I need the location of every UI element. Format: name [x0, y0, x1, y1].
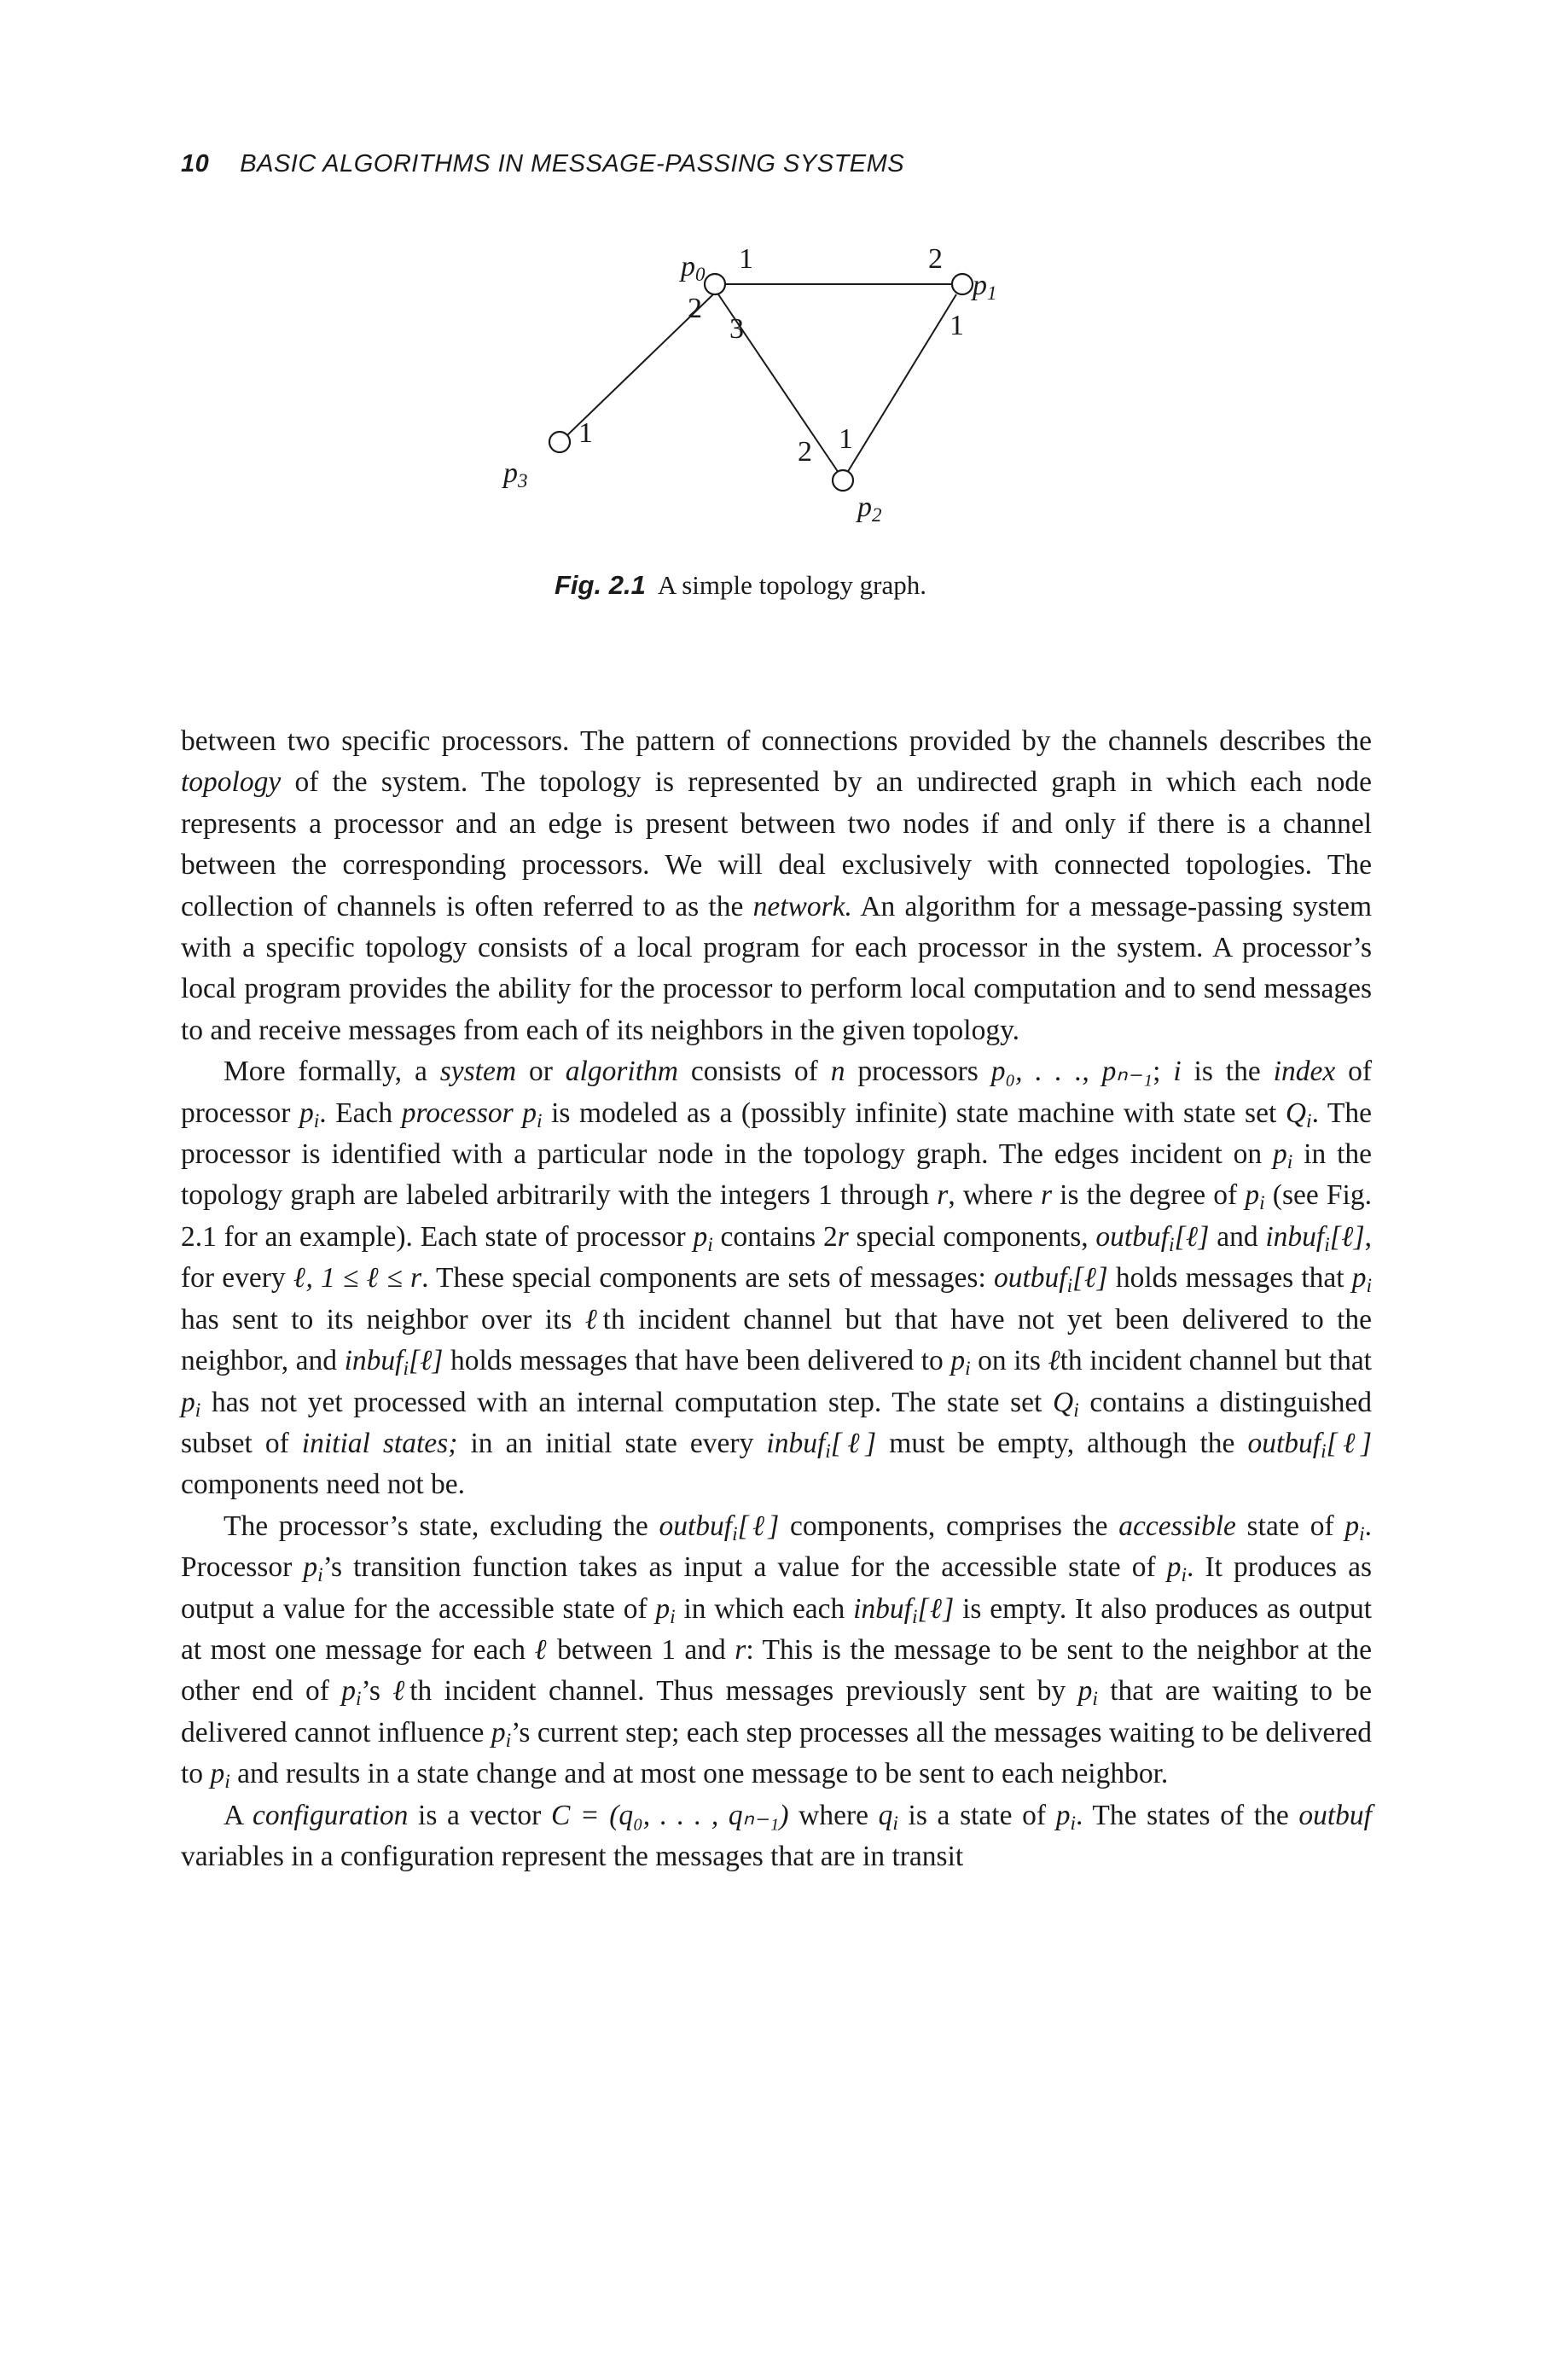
caption-text: A simple topology graph. [657, 570, 926, 600]
figure-caption [555, 570, 926, 601]
running-head-title: BASIC ALGORITHMS IN MESSAGE-PASSING SYSTEMS [240, 150, 905, 177]
node-label-p1: p1 [973, 270, 997, 304]
paragraph: The processor’s state, excluding the outbuf$_i$[ℓ] components, comprises the accessible state of $p_i$. Processor $p_i’s$ transition function takes as input a value for the accessible state of $p_i$. It produces as output a value for the accessible state of $p_i$ in which each inbuf$_i$[ℓ] is empty. It also produces as output at most one message for each ℓ between 1 and r: This is the message to be sent to the neighbor at the other end of $p_i’s$ ℓth incident channel. Thus messages previously sent by $p_i$ that are waiting to be delivered cannot influence $p_i’s$ current step; each step processes all the messages waiting to be delivered to $p_i$ and results in a state change and at most one message to be sent to each neighbor. [181, 1510, 1373, 1794]
node-p3 [549, 432, 570, 452]
node-p2 [833, 470, 853, 491]
edge-p1-p2 [847, 294, 956, 473]
paragraph: A configuration is a vector C = (q₀, . . . , qₙ₋₁) where $q_i$ is a state of $p_i$. The states of the outbuf variables in a configuration represent the messages that are in transit [181, 1799, 1372, 1872]
port-label-p1-p0: 2 [928, 243, 943, 275]
node-p0 [705, 274, 725, 294]
node-p1 [952, 274, 973, 294]
node-label-p2: p2 [857, 492, 882, 526]
port-label-p1-p2: 1 [950, 310, 964, 341]
port-label-p3-p0: 1 [578, 417, 593, 449]
topology-graph [0, 0, 1568, 614]
paragraph: between two specific processors. The pattern of connections provided by the channels describes the topology of the system. The topology is represented by an undirected graph in which each node represents a processor and an edge is present between two nodes if and only if there is a channel between the corresponding processors. We will deal exclusively with connected topologies. The collection of channels is often referred to as the network. An algorithm for a message-passing system with a specific topology consists of a local program for each processor in the system. A processor’s local program provides the ability for the processor to perform local computation and to send messages to and receive messages from each of its neighbors in the given topology. [181, 725, 1372, 1046]
port-label-p0-p2: 3 [729, 313, 744, 345]
node-label-p0: p0 [681, 251, 706, 285]
port-label-p2-p0: 2 [798, 436, 812, 468]
topology-figure [0, 0, 1568, 614]
node-label-p3: p3 [503, 457, 528, 492]
port-label-p0-p3: 2 [688, 293, 702, 324]
port-label-p2-p1: 1 [839, 423, 853, 455]
page-number: 10 [181, 150, 210, 177]
paragraph: More formally, a system or algorithm consists of n processors p₀, . . ., pₙ₋₁; i is the index of processor $p_i$. Each processor $p_i$ is modeled as a (possibly infinite) state machine with state set $Q_i$. The processor is identified with a particular node in the topology graph. The edges incident on $p_i$ in the topology graph are labeled arbitrarily with the integers 1 through r, where r is the degree of $p_i$ (see Fig. 2.1 for an example). Each state of processor $p_i$ contains 2r special components, outbuf$_i$[ℓ] and inbuf$_i$[ℓ], for every ℓ, 1 ≤ ℓ ≤ r. These special components are sets of messages: outbuf$_i$[ℓ] holds messages that $p_i$ has sent to its neighbor over its ℓth incident channel but that have not yet been delivered to the neighbor, and inbuf$_i$[ℓ] holds messages that have been delivered to $p_i$ on its ℓth incident channel but that $p_i$ has not yet processed with an internal computation step. The state set $Q_i$ contains a distinguished subset of initial states; in an initial state every inbuf$_i$[ℓ] must be empty, although the outbuf$_i$[ℓ] components need not be. [181, 1056, 1373, 1501]
caption-label: Fig. 2.1 [555, 570, 646, 600]
body-text [181, 721, 1372, 1877]
port-label-p0-p1: 1 [739, 243, 753, 275]
